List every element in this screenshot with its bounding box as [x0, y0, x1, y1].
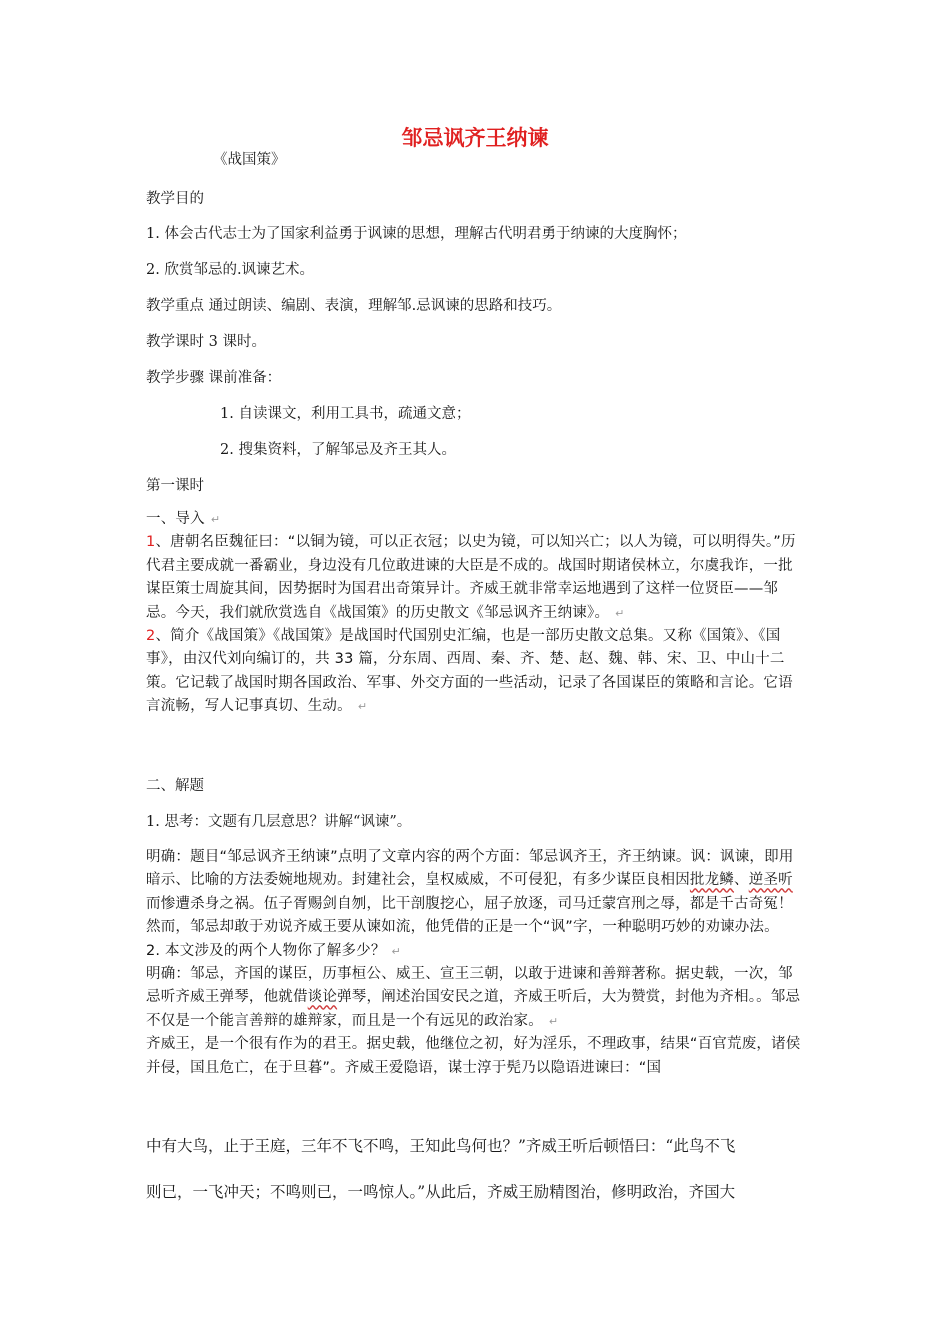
analysis-answer-1 [146, 846, 806, 940]
objective-1: 1. 体会古代志士为了国家利益勇于讽谏的思想，理解古代明君勇于纳谏的大度胸怀； [146, 226, 687, 242]
a1-spell-flag-1: 批龙鳞 [689, 872, 735, 889]
tail-line-1: 中有大鸟，止于王庭，三年不飞不鸣，王知此鸟何也？”齐威王听后顿悟曰：“此鸟不飞 [146, 1137, 736, 1155]
intro-p1-text: 、唐朝名臣魏征曰：“以铜为镜，可以正衣冠；以史为镜，可以知兴亡；以人为镜，可以明得失。”历代君主要成就一番霸业，身边没有几位敢进谏的大臣是不成的。战国时期诸侯林立，尔虞我诈，一批谋臣策士周旋其间，因势据时为国君出奇策异计。齐威王就非常幸运地遇到了这样一位贤臣——邹忌。今天，我们就欣赏选自《战国策》的历史散文《邹忌讽齐王纳谏》。 [146, 534, 796, 621]
analysis-heading: 二、解题 [146, 778, 204, 794]
intro-heading [146, 508, 806, 531]
a2-text-pre: 明确：邹忌，齐国的谋臣，历事桓公、威王、宣王三朝，以敢于进谏和善辩著称。据史载，一次，邹忌听齐威王弹琴，他就借 [146, 966, 793, 1006]
teaching-focus: 教学重点 通过朗读、编剧、表演，理解邹.忌讽谏的思路和技巧。 [146, 298, 562, 314]
q2-text: 2. 本文涉及的两个人物你了解多少？ [146, 942, 386, 959]
analysis-answer-3 [146, 1033, 806, 1080]
return-mark-icon: ↵ [357, 700, 368, 714]
return-mark-icon: ↵ [615, 606, 625, 620]
prep-item-2: 2. 搜集资料，了解邹忌及齐王其人。 [220, 442, 456, 458]
a1-text-pre: 明确：题目“邹忌讽齐王纳谏”点明了文章内容的两个方面：邹忌讽齐王，齐王纳谏。讽：讽谏，即用暗示、比喻的方法委婉地规劝。封建社会，皇权威威，不可侵犯，有多少谋臣良相因 [146, 849, 794, 889]
document-title: 邹忌讽齐王纳谏 [401, 126, 549, 150]
analysis-section [146, 846, 806, 1080]
intro-section [146, 508, 806, 719]
a1-text-mid: 、 [734, 872, 749, 889]
lesson-1-heading: 第一课时 [146, 478, 204, 494]
source-label: 《战国策》 [213, 152, 286, 168]
return-mark-icon: ↵ [391, 944, 401, 958]
analysis-question-2 [146, 940, 806, 963]
intro-p2-text: 、简介《战国策》《战国策》是战国时代国别史汇编，也是一部历史散文总集。又称《国策》、《国事》，由汉代刘向编订的，共 33 篇，分东周、西周、秦、齐、楚、赵、魏、韩、宋、卫、中山十二策。它记载了战国时期各国政治、军事、外交方面的一些活动，记录了各国谋臣的策略和言论。它语言流畅，写人记事真切、生动。 [146, 628, 793, 715]
prep-item-1: 1. 自读课文，利用工具书，疏通文意； [220, 406, 471, 422]
intro-p1-number: 1 [146, 534, 156, 551]
objectives-heading: 教学目的 [146, 191, 204, 207]
teaching-steps: 教学步骤 课前准备： [146, 370, 282, 386]
analysis-answer-2 [146, 963, 806, 1033]
return-mark-icon: ↵ [548, 1014, 559, 1028]
intro-paragraph-1 [146, 531, 806, 625]
tail-line-2: 则已，一飞冲天；不鸣则已，一鸣惊人。”从此后，齐威王励精图治，修明政治，齐国大 [146, 1183, 736, 1201]
a2-text-post: 弹琴，阐述治国安民之道，齐威王听后，大为赞赏，封他为齐相。。邹忌不仅是一个能言善辩的雄辩家，而且是一个有远见的政治家。 [146, 989, 801, 1029]
teaching-hours: 教学课时 3 课时。 [146, 334, 266, 350]
analysis-question-1: 1. 思考：文题有几层意思？讲解“讽谏”。 [146, 814, 412, 830]
a2-spell-flag: 谈论 [307, 989, 338, 1006]
a1-text-post: 而惨遭杀身之祸。伍子胥赐剑自刎，比干剖腹挖心，屈子放逐，司马迁蒙宫刑之辱，都是千古奇冤！然而，邹忌却敢于劝说齐威王要从谏如流，他凭借的正是一个“讽”字，一种聪明巧妙的劝谏办法。 [146, 895, 793, 936]
intro-heading-text: 一、导入 [146, 511, 205, 527]
return-mark-icon: ↵ [210, 513, 221, 526]
objective-2: 2. 欣赏邹忌的.讽谏艺术。 [146, 262, 315, 278]
intro-p2-number: 2 [146, 628, 156, 645]
a1-spell-flag-2: 逆圣听 [748, 872, 793, 889]
intro-paragraph-2 [146, 625, 806, 719]
a3-text: 齐威王，是一个很有作为的君王。据史载，他继位之初，好为淫乐，不理政事，结果“百官荒废，诸侯并侵，国且危亡，在于旦暮”。齐威王爱隐语，谋士淳于髡乃以隐语进谏曰：“国 [146, 1036, 801, 1076]
